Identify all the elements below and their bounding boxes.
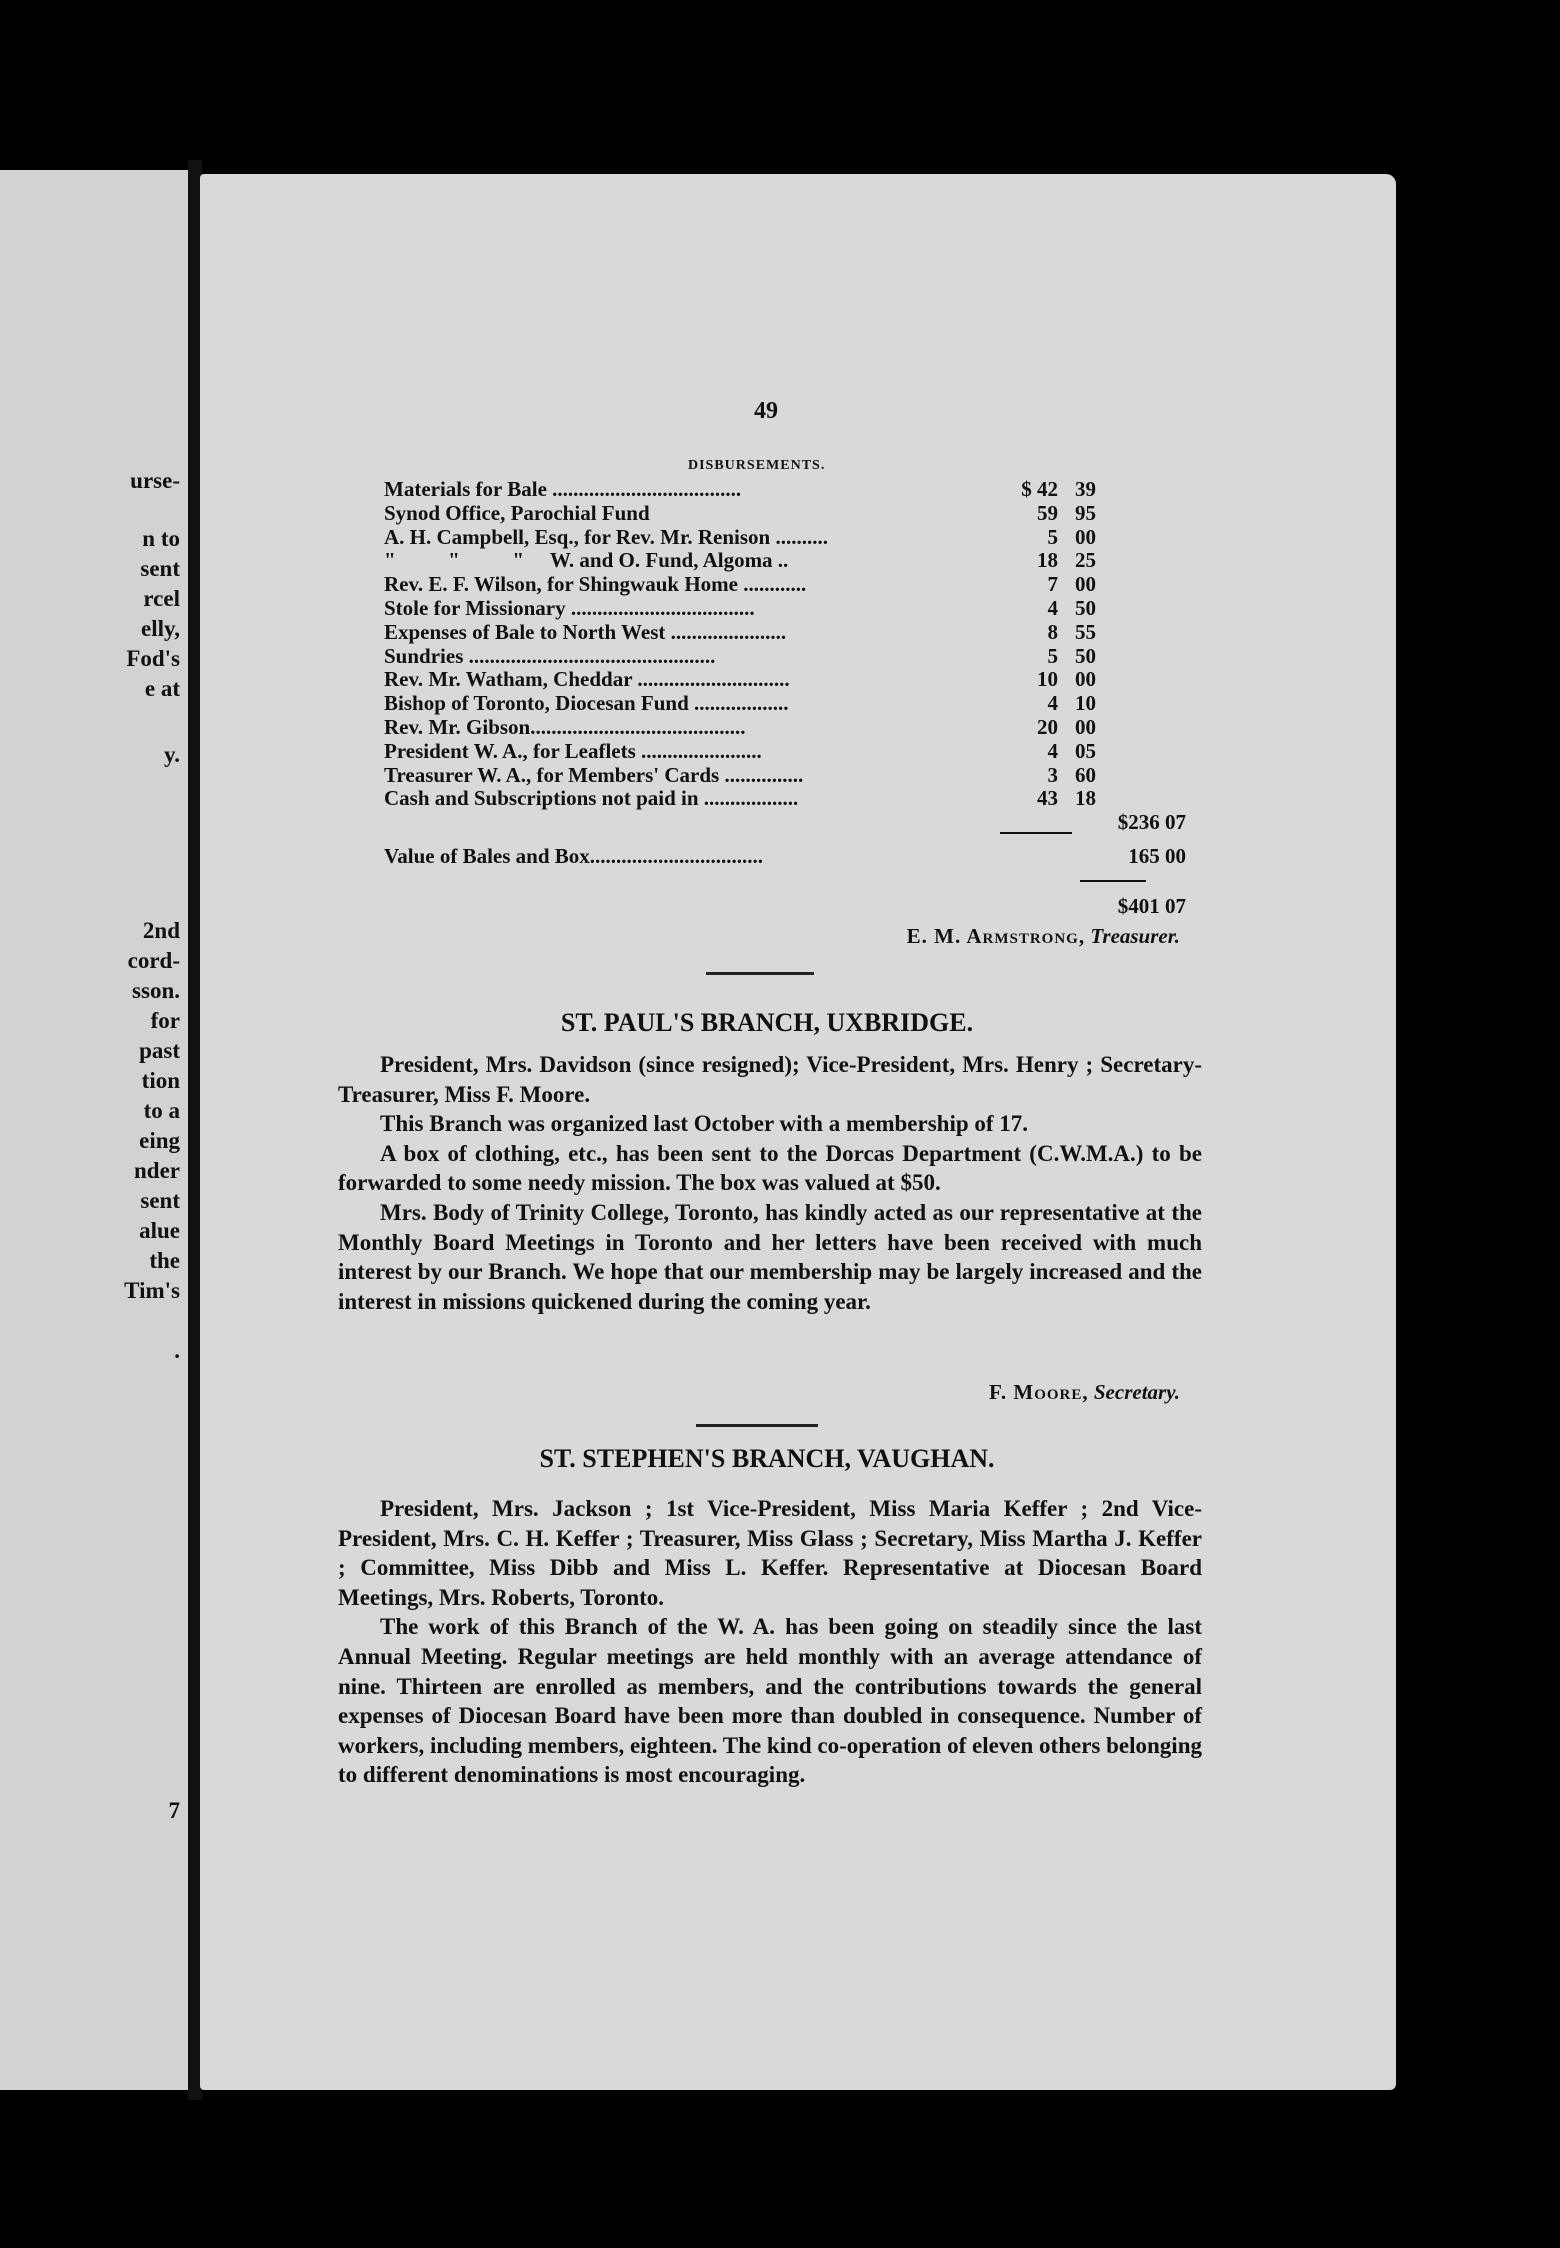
paragraph-text: Mrs. Body of Trinity College, Toronto, has kindly acted as our representative at the Monthly Board Meetings in Toronto and her letters have been received with much interest by our Branch. We hope that our membership may be largely increased and the interest in missions quickened during the coming year. [338,1199,1202,1314]
ledger-cents: 00 [1075,524,1096,549]
left-fragment: n to [142,526,180,551]
ledger-row [384,787,1156,811]
left-fragment: urse- [130,468,180,493]
ledger-label: Synod Office, Parochial Fund [384,500,650,525]
disbursements-heading: DISBURSEMENTS. [688,458,826,473]
ledger-label: " " " W. and O. Fund, Algoma .. [384,548,789,573]
st-stephens-body [338,1494,1202,1790]
paragraph [338,1109,1202,1139]
signature-role: Treasurer. [1090,924,1180,948]
st-pauls-body [338,1050,1202,1316]
ledger-label: Sundries ............................................... [384,643,716,668]
value-of-bales-row [384,844,1186,870]
page-number: 49 [754,398,778,424]
paragraph [338,1494,1202,1612]
ledger-cents: 95 [1075,500,1096,525]
left-fragment: eing [139,1128,180,1153]
ledger-label: Expenses of Bale to North West ...................... [384,619,787,644]
ledger-cents: 05 [1075,738,1096,763]
left-fragment: tion [141,1068,180,1093]
ledger-row [384,692,1156,716]
ledger-dollars: 3 [1047,762,1058,787]
paragraph-text: This Branch was organized last October with a membership of 17. [380,1111,1029,1137]
ledger-cents: 50 [1075,595,1096,620]
ledger-dollars: 43 [1037,786,1058,811]
left-fragment: sent [140,1188,180,1213]
ledger-cents: 50 [1075,643,1096,668]
ledger-label: President W. A., for Leaflets ....................... [384,738,762,763]
ledger-dollars: 4 [1047,738,1058,763]
ledger-cents: 25 [1075,548,1096,573]
paragraph [338,1612,1202,1790]
paragraph [338,1139,1202,1198]
ledger-cents: 39 [1075,477,1096,501]
ledger-label: Materials for Bale .................................... [384,477,742,501]
value-of-bales-amount: 165 00 [1128,844,1186,868]
left-fragment: sent [140,556,180,581]
paragraph-text: A box of clothing, etc., has been sent to the Dorcas Department (C.W.M.A.) to be forwarded to some needy mission. The box was valued at $50. [338,1140,1202,1196]
ledger-dollars: 4 [1047,691,1058,716]
ledger-row [384,573,1156,597]
total-rule [1080,880,1146,882]
ledger-dollars: 4 [1047,595,1058,620]
ledger-dollars: 10 [1037,667,1058,692]
disbursements-ledger [384,477,1186,835]
treasurer-signature [907,924,1180,949]
left-fragment: alue [139,1218,180,1243]
previous-page-fragment [0,170,188,2090]
section-divider [696,1424,818,1427]
ledger-row [384,478,1156,502]
ledger-dollars: 20 [1037,714,1058,739]
left-fragment: y. [164,742,180,767]
secretary-signature [989,1380,1180,1405]
ledger-label: Rev. E. F. Wilson, for Shingwauk Home ............ [384,572,807,597]
ledger-label: Stole for Missionary ................................... [384,595,755,620]
left-fragment: Tim's [124,1278,180,1303]
section-divider [706,972,814,975]
ledger-row [384,502,1156,526]
left-fragment: . [174,1338,180,1363]
ledger-row [384,740,1156,764]
ledger-cents: 18 [1075,786,1096,811]
st-stephens-heading: ST. STEPHEN'S BRANCH, VAUGHAN. [539,1444,995,1473]
left-fragment: elly, [141,616,180,641]
paragraph [338,1050,1202,1109]
signature-role: Secretary. [1093,1380,1180,1404]
ledger-row [384,716,1156,740]
ledger-row [384,526,1156,550]
ledger-row [384,645,1156,669]
ledger-label: Treasurer W. A., for Members' Cards ............... [384,762,804,787]
ledger-dollars: 7 [1047,572,1058,597]
left-fragment: rcel [143,586,180,611]
left-fragment: 2nd [142,918,180,943]
left-fragment: to a [143,1098,180,1123]
ledger-cents: 60 [1075,762,1096,787]
left-fragment: cord- [127,948,180,973]
ledger-row [384,764,1156,788]
ledger-row [384,549,1156,573]
left-fragment: nder [134,1158,180,1183]
paragraph-text: The work of this Branch of the W. A. has been going on steadily since the last Annual Meeting. Regular meetings are held monthly with an average attendance of nine. Thirteen are enrolled as members, and the contributions towards the general expenses of Diocesan Board have been more than doubled in consequence. Number of workers, including members, eighteen. The kind co-operation of eleven others belonging to different denominations is most encouraging. [338,1614,1202,1788]
ledger-label: Rev. Mr. Watham, Cheddar ............................. [384,667,790,692]
ledger-dollars: $ 42 [1021,477,1058,501]
ledger-label: Rev. Mr. Gibson......................................... [384,714,746,739]
ledger-row [384,668,1156,692]
grand-total: $401 07 [1117,894,1186,918]
paragraph-text: President, Mrs. Davidson (since resigned); Vice-President, Mrs. Henry ; Secretary-Treasurer, Miss F. Moore. [338,1052,1202,1107]
left-fragment: past [139,1038,180,1063]
ledger-dollars: 5 [1047,643,1058,668]
ledger-row [384,597,1156,621]
ledger-dollars: 18 [1037,548,1058,573]
ledger-dollars: 8 [1047,619,1058,644]
signature-name: E. M. Armstrong, [906,924,1086,948]
st-pauls-heading: ST. PAUL'S BRANCH, UXBRIDGE. [560,1008,974,1037]
ledger-dollars: 5 [1047,524,1058,549]
left-fragment: Fod's [126,646,180,671]
ledger-label: Cash and Subscriptions not paid in .................. [384,786,799,811]
ledger-cents: 00 [1075,572,1096,597]
ledger-cents: 10 [1075,691,1096,716]
ledger-cents: 55 [1075,619,1096,644]
ledger-dollars: 59 [1037,500,1058,525]
signature-name: F. Moore, [988,1380,1089,1404]
left-fragment: e at [144,676,180,701]
ledger-label: A. H. Campbell, Esq., for Rev. Mr. Renison .......... [384,524,828,549]
ledger-label: Bishop of Toronto, Diocesan Fund .................. [384,691,789,716]
paragraph-text: President, Mrs. Jackson ; 1st Vice-President, Miss Maria Keffer ; 2nd Vice-President, Mrs. C. H. Keffer ; Treasurer, Miss Glass ; Secretary, Miss Martha J. Keffer ; Committee, Miss Dibb and Miss L. Keffer. Representative at Diocesan Board Meetings, Mrs. Roberts, Toronto. [338,1496,1202,1610]
ledger-subtotal: $236 07 [1117,810,1186,835]
subtotal-rule [1000,832,1072,834]
value-of-bales-label: Value of Bales and Box................................. [384,844,764,868]
ledger-row [384,621,1156,645]
paragraph [338,1198,1202,1316]
left-fragment: 7 [168,1798,180,1823]
left-fragment: for [150,1008,180,1033]
ledger-cents: 00 [1075,714,1096,739]
ledger-cents: 00 [1075,667,1096,692]
left-fragment: sson. [132,978,180,1003]
left-fragment: the [149,1248,180,1273]
